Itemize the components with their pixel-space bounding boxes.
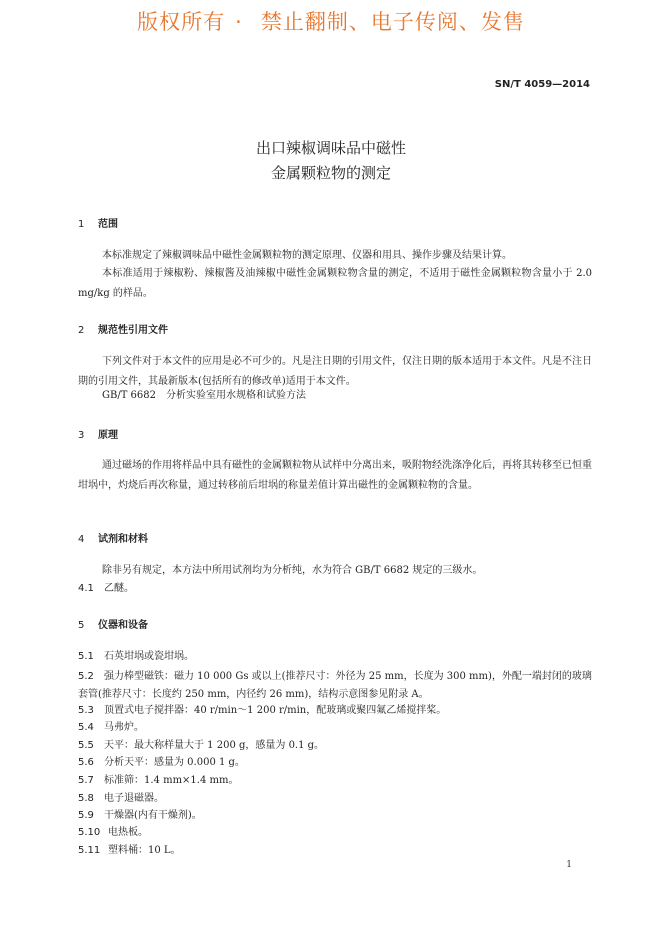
section-2-heading xyxy=(78,321,168,336)
list-item xyxy=(78,823,592,843)
title-line-1: 出口辣椒调味品中磁性 xyxy=(255,139,406,157)
section-3-paragraph-1: 通过磁场的作用将样品中具有磁性的金属颗粒物从试样中分离出来，吸附物经洗涤净化后，再将其转移至已恒重坩埚中，灼烧后再次称量，通过转移前后坩埚的称量差值计算出磁性的金属颗粒物的含量。 xyxy=(78,460,592,491)
title-line-2: 金属颗粒物的测定 xyxy=(270,164,391,182)
list-item xyxy=(78,718,592,738)
section-1-title: 范围 xyxy=(98,219,118,230)
item-text: 塑料桶：10 L。 xyxy=(108,845,181,856)
section-4-number: 4 xyxy=(78,534,85,545)
section-5-heading xyxy=(78,616,148,631)
standard-code: SN/T 4059—2014 xyxy=(494,79,590,90)
item-text: 电子退磁器。 xyxy=(104,793,164,804)
item-number: 5.11 xyxy=(78,845,101,856)
banner-left: 版权所有 xyxy=(137,10,226,34)
section-5-title: 仪器和设备 xyxy=(98,620,148,631)
section-5-number: 5 xyxy=(78,620,85,631)
page-number: 1 xyxy=(566,860,572,870)
section-1-paragraph-2: 本标准适用于辣椒粉、辣椒酱及油辣椒中磁性金属颗粒物含量的测定，不适用于磁性金属颗粒物含量小于 2.0 mg/kg 的样品。 xyxy=(78,268,592,299)
section-2-number: 2 xyxy=(78,325,85,336)
item-text: 分析天平：感量为 0.000 1 g。 xyxy=(104,757,245,768)
normative-reference: GB/T 6682 分析实验室用水规格和试验方法 xyxy=(102,390,307,401)
copyright-banner xyxy=(0,6,662,36)
item-number: 5.7 xyxy=(78,775,94,786)
list-item xyxy=(78,668,592,704)
section-1-paragraph-1: 本标准规定了辣椒调味品中磁性金属颗粒物的测定原理、仪器和用具、操作步骤及结果计算。 xyxy=(102,250,512,261)
item-number: 5.6 xyxy=(78,757,94,768)
section-2-title: 规范性引用文件 xyxy=(98,325,168,336)
item-text: 石英坩埚或瓷坩埚。 xyxy=(104,651,194,662)
item-number: 5.3 xyxy=(78,705,94,716)
list-item xyxy=(78,579,592,599)
section-1-number: 1 xyxy=(78,219,85,230)
section-1-heading xyxy=(78,215,118,230)
item-text: 天平：最大称样量大于 1 200 g，感量为 0.1 g。 xyxy=(104,740,325,751)
item-text: 马弗炉。 xyxy=(104,722,144,733)
item-number: 5.9 xyxy=(78,810,94,821)
item-number: 5.5 xyxy=(78,740,94,751)
section-3-heading xyxy=(78,426,118,441)
list-item xyxy=(78,753,592,773)
item-text: 顶置式电子搅拌器：40 r/min～1 200 r/min，配玻璃或聚四氟乙烯搅拌桨。 xyxy=(104,705,447,716)
section-3-number: 3 xyxy=(78,430,85,441)
section-2-paragraph-1: 下列文件对于本文件的应用是必不可少的。凡是注日期的引用文件，仅注日期的版本适用于本文件。凡是不注日期的引用文件，其最新版本(包括所有的修改单)适用于本文件。 xyxy=(78,356,592,387)
item-text: 强力棒型磁铁：磁力 10 000 Gs 或以上(推荐尺寸：外径为 25 mm，长度为 300 mm)，外配一端封闭的玻璃套管(推荐尺寸：长度约 250 mm，内径约 26 mm)，结构示意图参见附录 A。 xyxy=(78,671,592,700)
document-title xyxy=(0,136,662,186)
item-number: 4.1 xyxy=(78,583,94,594)
item-number: 5.8 xyxy=(78,793,94,804)
item-text: 干燥器(内有干燥剂)。 xyxy=(104,810,202,821)
banner-right: 禁止翻制、电子传阅、发售 xyxy=(260,10,525,34)
list-item xyxy=(78,771,592,791)
item-number: 5.10 xyxy=(78,827,101,838)
section-4-title: 试剂和材料 xyxy=(98,534,148,545)
section-4-heading xyxy=(78,530,148,545)
item-text: 标准筛：1.4 mm×1.4 mm。 xyxy=(104,775,239,786)
item-number: 5.2 xyxy=(78,671,94,682)
section-4-paragraph-1: 除非另有规定，本方法中所用试剂均为分析纯，水为符合 GB/T 6682 规定的三级水。 xyxy=(102,565,483,576)
banner-dot: · xyxy=(235,10,243,34)
list-item xyxy=(78,841,592,861)
list-item xyxy=(78,647,592,667)
item-number: 5.4 xyxy=(78,722,94,733)
item-text: 电热板。 xyxy=(108,827,148,838)
section-3-title: 原理 xyxy=(98,430,118,441)
item-number: 5.1 xyxy=(78,651,94,662)
item-text: 乙醚。 xyxy=(104,583,134,594)
